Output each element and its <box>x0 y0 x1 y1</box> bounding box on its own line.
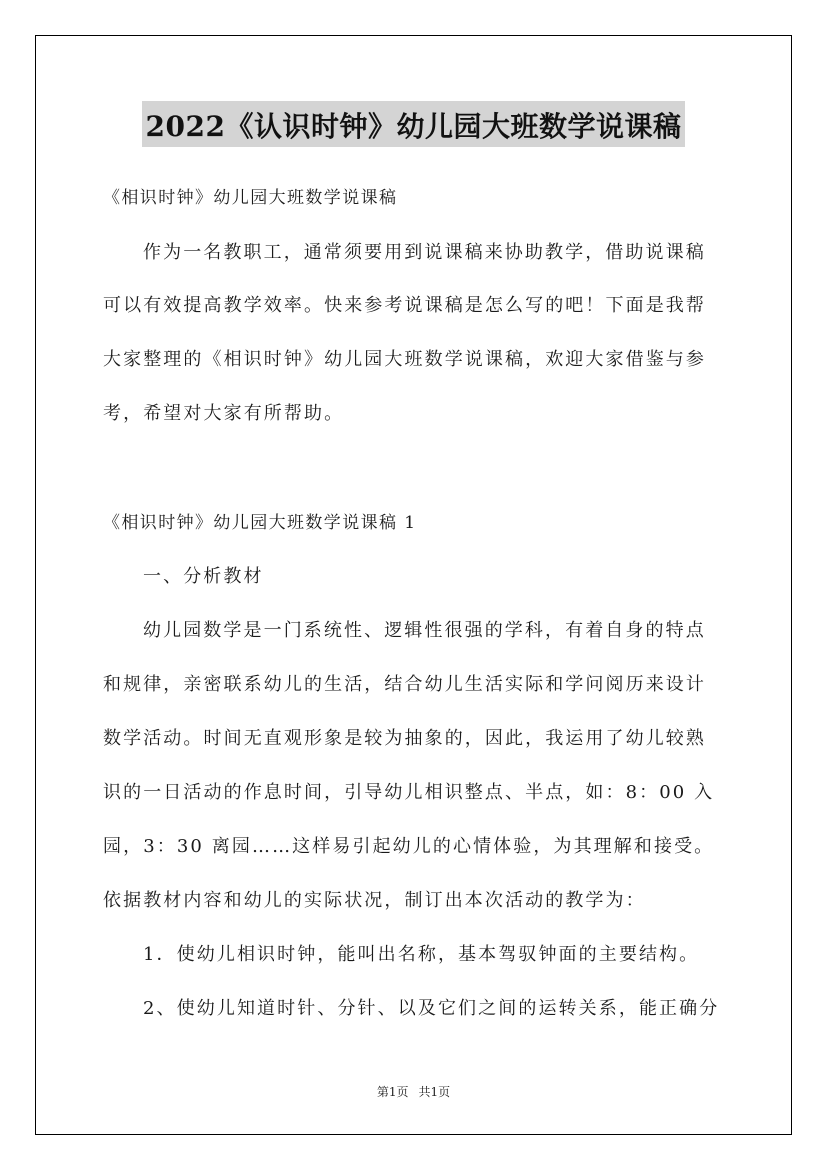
document-title: 2022《认识时钟》幼儿园大班数学说课稿 <box>142 101 686 147</box>
paragraph-line: 大家整理的《相识时钟》幼儿园大班数学说课稿，欢迎大家借鉴与参 <box>103 349 706 370</box>
list-item: 2、使幼儿知道时针、分针、以及它们之间的运转关系，能正确分 <box>143 998 720 1019</box>
paragraph-line: 园，3：30 离园……这样易引起幼儿的心情体验，为其理解和接受。 <box>103 836 715 857</box>
page-number: 第1页 <box>376 1085 409 1099</box>
paragraph-line: 幼儿园数学是一门系统性、逻辑性很强的学科，有着自身的特点 <box>143 620 706 641</box>
subtitle-line: 《相识时钟》幼儿园大班数学说课稿 <box>103 188 398 208</box>
paragraph-line: 识的一日活动的作息时间，引导幼儿相识整点、半点，如：8：00 入 <box>103 782 715 803</box>
paragraph-line: 可以有效提高教学效率。快来参考说课稿是怎么写的吧！下面是我帮 <box>103 295 706 316</box>
list-item: 1．使幼儿相识时钟，能叫出名称，基本驾驭钟面的主要结构。 <box>143 944 700 965</box>
paragraph-line: 依据教材内容和幼儿的实际状况，制订出本次活动的教学为： <box>103 890 646 911</box>
paragraph-line: 作为一名教职工，通常须要用到说课稿来协助教学，借助说课稿 <box>143 242 706 263</box>
section-heading: 《相识时钟》幼儿园大班数学说课稿 1 <box>103 513 417 533</box>
page-total: 共1页 <box>418 1085 451 1099</box>
paragraph-line: 数学活动。时间无直观形象是较为抽象的，因此，我运用了幼儿较熟 <box>103 728 706 749</box>
title-container <box>0 101 827 147</box>
subsection-heading: 一、分析教材 <box>143 566 264 587</box>
paragraph-line: 和规律，亲密联系幼儿的生活，结合幼儿生活实际和学问阅历来设计 <box>103 674 706 695</box>
paragraph-line: 考，希望对大家有所帮助。 <box>103 403 345 424</box>
page-footer <box>0 1083 827 1100</box>
